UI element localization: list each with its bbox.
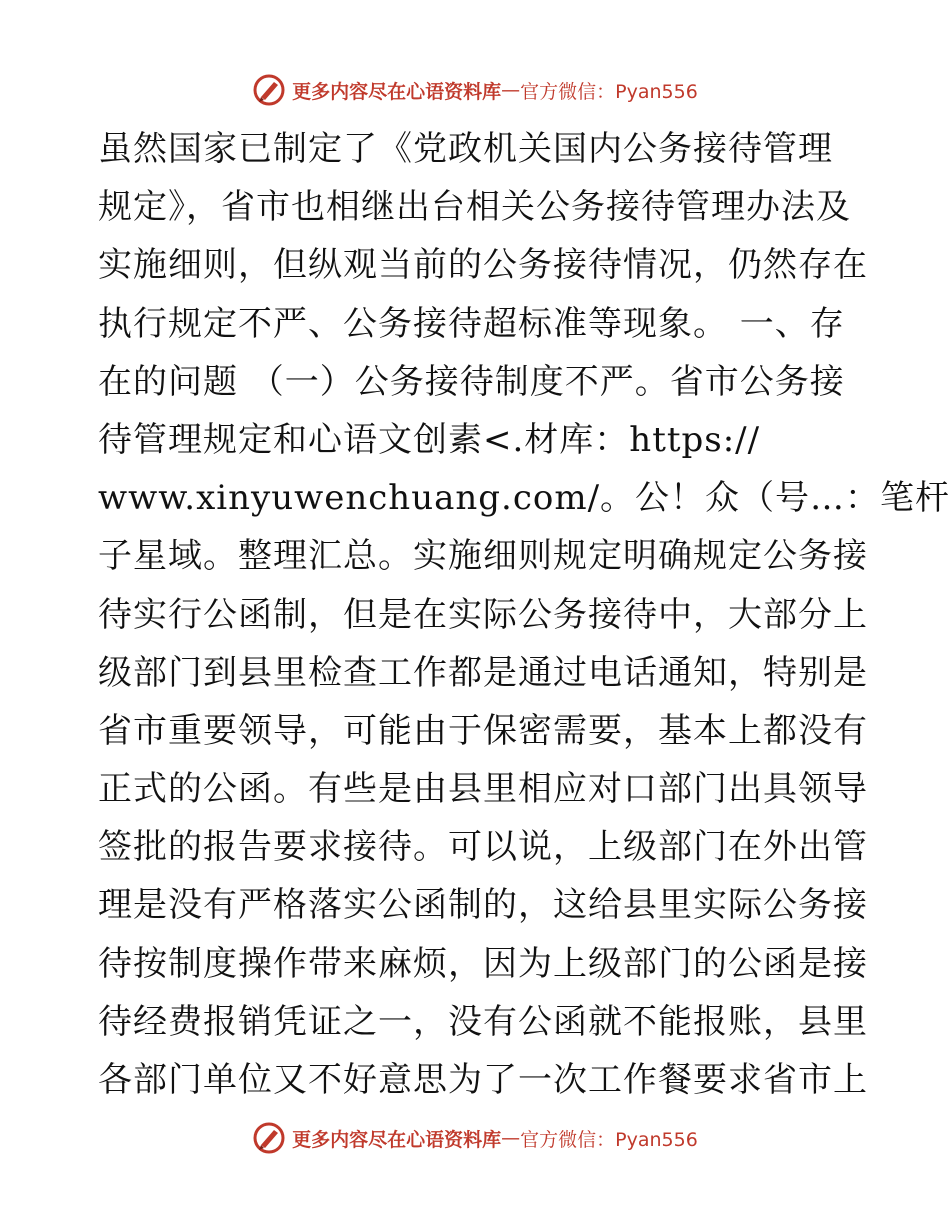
text-line: 待管理规定和心语文创素<.材库：https:// <box>98 419 761 460</box>
text-line: 待经费报销凭证之一，没有公函就不能报账，县里 <box>98 1001 868 1042</box>
footer-wechat-text: 官方微信：Pyan556 <box>520 1128 698 1151</box>
text-line: 省市重要领导，可能由于保密需要，基本上都没有 <box>98 710 868 751</box>
pen-logo-icon <box>252 1121 286 1155</box>
header-wechat-text: 官方微信：Pyan556 <box>520 80 698 103</box>
text-line: 实施细则，但纵观当前的公务接待情况，仍然存在 <box>98 245 868 286</box>
text-line: 待实行公函制，但是在实际公务接待中，大部分上 <box>98 594 868 635</box>
text-line: 虽然国家已制定了《党政机关国内公务接待管理 <box>98 129 833 169</box>
text-line: www.xinyuwenchuang.com/。公！众（号…：笔杆 <box>98 478 950 519</box>
header-site-text: 更多内容尽在心语资料库 <box>292 80 502 103</box>
pen-logo-icon <box>252 73 286 107</box>
footer-site-text: 更多内容尽在心语资料库 <box>292 1128 502 1151</box>
header-banner <box>0 70 950 110</box>
text-line: 各部门单位又不好意思为了一次工作餐要求省市上 <box>98 1060 868 1100</box>
footer-separator: — <box>501 1127 521 1149</box>
text-line: 在的问题 （一）公务接待制度不严。省市公务接 <box>98 361 845 402</box>
text-line: 子星域。整理汇总。实施细则规定明确规定公务接 <box>98 536 868 577</box>
text-line: 理是没有严格落实公函制的，这给县里实际公务接 <box>98 885 868 926</box>
text-line: 待按制度操作带来麻烦，因为上级部门的公函是接 <box>98 943 868 984</box>
text-line: 级部门到县里检查工作都是通过电话通知，特别是 <box>98 652 868 693</box>
text-line: 签批的报告要求接待。可以说，上级部门在外出管 <box>98 827 868 868</box>
footer-banner <box>0 1118 950 1158</box>
text-line: 正式的公函。有些是由县里相应对口部门出具领导 <box>98 769 868 810</box>
text-line: 执行规定不严、公务接待超标准等现象。 一、存 <box>98 303 845 344</box>
header-separator: — <box>501 79 521 101</box>
text-line: 规定》，省市也相继出台相关公务接待管理办法及 <box>98 187 851 228</box>
document-body <box>98 120 950 1109</box>
